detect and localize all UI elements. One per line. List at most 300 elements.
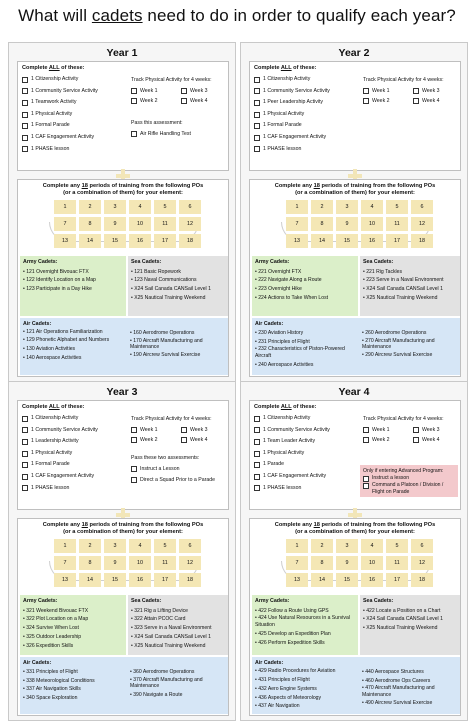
assessment-heading: Pass this assessment: <box>131 120 183 126</box>
requirement-item[interactable] <box>254 471 330 483</box>
advanced-item[interactable] <box>363 475 455 482</box>
requirement-item[interactable] <box>254 109 330 121</box>
checkbox-label: Instruct a lesson <box>372 475 410 481</box>
period-cell[interactable]: 9 <box>336 556 358 570</box>
track-activity-label: Track Physical Activity for 4 weeks: <box>363 77 444 83</box>
year-panel-3 <box>8 381 236 721</box>
requirement-item[interactable] <box>22 97 98 109</box>
checkbox-label: Week 2 <box>140 97 158 104</box>
requirements-heading: Complete ALL of these: <box>22 65 85 71</box>
checkbox[interactable] <box>181 98 187 104</box>
army-po-item: • 424 Use Natural Resources in a Survival Situation <box>255 615 350 628</box>
requirement-item[interactable] <box>22 74 98 86</box>
checkbox[interactable] <box>22 416 28 422</box>
checkbox-label: Week 3 <box>190 426 208 433</box>
requirement-item[interactable] <box>254 459 330 471</box>
sea-po-item: • X24 Sail Canada CANSail Level 1 <box>131 286 211 293</box>
requirement-item[interactable] <box>22 483 98 495</box>
period-cell[interactable]: 13 <box>54 234 76 248</box>
army-po-item: • 223 Overnight Hike <box>255 286 302 293</box>
checkbox[interactable] <box>254 112 260 118</box>
period-cell[interactable]: 17 <box>386 234 408 248</box>
period-cell[interactable]: 7 <box>54 556 76 570</box>
period-cell[interactable]: 7 <box>54 217 76 231</box>
checkbox-label: Week 3 <box>422 87 440 94</box>
checkbox-label: Week 3 <box>190 87 208 94</box>
checkbox[interactable] <box>363 88 369 94</box>
checkbox[interactable] <box>254 135 260 141</box>
checkbox[interactable] <box>131 88 137 94</box>
period-cell[interactable]: 13 <box>286 573 308 587</box>
sea-po-item: • X24 Sail Canada CANSail Level 1 <box>363 616 443 623</box>
checkbox-label: 1 CAF Engagement Activity <box>263 472 327 479</box>
checkbox-label: 1 Citizenship Activity <box>31 415 79 421</box>
period-cell[interactable]: 3 <box>336 539 358 553</box>
checkbox[interactable] <box>22 439 28 445</box>
checkbox[interactable] <box>363 427 369 433</box>
po-instructions: Complete any 18 periods of training from the following POs (or a combination of them) for your element: <box>42 183 204 196</box>
checkbox-label: 1 CAF Engagement Activity <box>31 133 95 140</box>
period-cell[interactable]: 15 <box>336 573 358 587</box>
sea-heading: Sea Cadets: <box>131 259 162 265</box>
po-instructions: Complete any 18 periods of training from the following POs (or a combination of them) for your element: <box>42 522 204 535</box>
requirement-item[interactable] <box>254 74 330 86</box>
air-po-item: • 340 Space Exploration <box>23 695 78 702</box>
period-cell[interactable]: 17 <box>154 573 176 587</box>
sea-po-item: • 422 Locate a Position on a Chart <box>363 607 441 614</box>
sea-cadets-section <box>360 595 460 655</box>
checkbox[interactable] <box>254 485 260 491</box>
air-po-item: • 160 Aerodrome Operations <box>130 330 195 336</box>
sea-heading: Sea Cadets: <box>131 598 162 604</box>
checkbox[interactable] <box>254 146 260 152</box>
checkbox[interactable] <box>254 77 260 83</box>
sea-po-item: • X24 Sail Canada CANSail Level 1 <box>363 286 443 293</box>
checkbox[interactable] <box>131 477 137 483</box>
year-heading: Year 4 <box>338 386 370 398</box>
checkbox[interactable] <box>254 439 260 445</box>
period-cell[interactable]: 5 <box>154 200 176 214</box>
period-cell[interactable]: 1 <box>54 539 76 553</box>
air-cadets-section <box>252 318 460 375</box>
track-activity-label: Track Physical Activity for 4 weeks: <box>363 416 444 422</box>
checkbox-label: Week 1 <box>372 426 390 433</box>
air-cadets-section <box>252 657 460 714</box>
period-cell[interactable]: 4 <box>361 539 383 553</box>
checkbox[interactable] <box>181 427 187 433</box>
air-heading: Air Cadets: <box>23 660 52 666</box>
po-selection-box <box>249 179 461 377</box>
requirement-item[interactable] <box>22 448 98 460</box>
checkbox-label: 1 Teamwork Activity <box>31 99 77 106</box>
assessment-item[interactable] <box>131 475 215 486</box>
period-cell[interactable]: 10 <box>129 556 151 570</box>
sea-po-item: • X25 Nautical Training Weekend <box>363 294 438 301</box>
period-cell[interactable]: 11 <box>386 556 408 570</box>
period-cell[interactable]: 6 <box>179 200 201 214</box>
army-po-item: • 121 Overnight Bivouac FTX <box>23 268 89 275</box>
week-item[interactable] <box>363 435 413 444</box>
army-po-item: • 221 Overnight FTX <box>255 268 302 275</box>
checkbox[interactable] <box>254 123 260 129</box>
army-po-item: • 422 Follow a Route Using GPS <box>255 607 329 614</box>
requirement-item[interactable] <box>254 425 330 437</box>
checkbox-label: 1 Physical Activity <box>263 449 305 456</box>
checkbox-label: 1 Leadership Activity <box>31 438 79 445</box>
period-cell[interactable]: 10 <box>129 217 151 231</box>
week-item[interactable] <box>131 96 181 105</box>
period-cell[interactable]: 8 <box>79 217 101 231</box>
air-po-item: • 129 Phonetic Alphabet and Numbers <box>23 337 110 344</box>
requirement-item[interactable] <box>254 436 330 448</box>
checkbox-label: 1 Community Service Activity <box>31 87 98 94</box>
training-periods-grid <box>54 539 201 587</box>
requirement-item[interactable] <box>254 144 330 156</box>
air-cadets-section <box>20 318 228 375</box>
air-po-item: • 437 Air Navigation <box>255 703 300 710</box>
air-po-item: • 290 Aircrew Survival Exercise <box>362 352 433 359</box>
checkbox-label: Week 2 <box>372 436 390 443</box>
checkbox-label: 1 Team Leader Activity <box>263 438 316 445</box>
po-instructions: Complete any 18 periods of training from the following POs (or a combination of them) for your element: <box>274 522 436 535</box>
army-cadets-section <box>252 256 358 316</box>
requirement-item[interactable] <box>22 109 98 121</box>
checkbox-label: 1 Citizenship Activity <box>263 76 311 82</box>
army-po-item: • 325 Outdoor Leadership <box>23 633 82 640</box>
assessment-item[interactable] <box>131 129 191 140</box>
checkbox-label: Week 1 <box>140 426 158 433</box>
advanced-program-box <box>360 465 458 497</box>
checkbox-label: 1 Formal Parade <box>31 461 70 468</box>
requirements-box <box>17 61 229 171</box>
period-cell[interactable]: 10 <box>361 217 383 231</box>
period-cell[interactable]: 8 <box>311 217 333 231</box>
week-item[interactable] <box>363 425 413 434</box>
air-po-item: • 270 Aircraft Manufacturing and Maintenance <box>362 337 435 350</box>
checkbox[interactable] <box>254 100 260 106</box>
period-cell[interactable]: 16 <box>129 234 151 248</box>
week-item[interactable] <box>413 435 453 444</box>
period-cell[interactable]: 12 <box>179 556 201 570</box>
checkbox[interactable] <box>22 462 28 468</box>
checkbox[interactable] <box>22 135 28 141</box>
checkbox-label: 1 Peer Leadership Activity <box>263 99 323 106</box>
checkbox[interactable] <box>363 98 369 104</box>
requirement-item[interactable] <box>254 86 330 98</box>
checkbox[interactable] <box>22 100 28 106</box>
checkbox-label: 1 Citizenship Activity <box>31 76 79 82</box>
page-title: What will cadets need to do in order to qualify each year? <box>18 6 456 25</box>
period-cell[interactable]: 11 <box>386 217 408 231</box>
requirement-item[interactable] <box>22 413 98 425</box>
period-cell[interactable]: 16 <box>361 573 383 587</box>
period-cell[interactable]: 17 <box>386 573 408 587</box>
training-periods-grid <box>54 200 201 248</box>
period-cell[interactable]: 13 <box>54 573 76 587</box>
requirement-item[interactable] <box>22 132 98 144</box>
army-heading: Army Cadets: <box>255 598 290 604</box>
sea-heading: Sea Cadets: <box>363 598 394 604</box>
air-cadets-section <box>20 657 228 714</box>
period-cell[interactable]: 14 <box>311 573 333 587</box>
checkbox[interactable] <box>131 466 137 472</box>
period-cell[interactable]: 9 <box>104 217 126 231</box>
requirements-heading: Complete ALL of these: <box>254 404 317 410</box>
checkbox[interactable] <box>254 416 260 422</box>
checkbox[interactable] <box>254 88 260 94</box>
requirements-box <box>17 400 229 510</box>
air-po-item: • 231 Principles of Flight <box>255 338 310 345</box>
checkbox-label: Air Rifle Handling Test <box>140 131 191 137</box>
checkbox-label: Week 4 <box>190 97 208 104</box>
checkbox[interactable] <box>131 98 137 104</box>
requirement-item[interactable] <box>22 425 98 437</box>
checkbox-label: Week 4 <box>422 436 440 443</box>
checkbox[interactable] <box>363 483 369 489</box>
period-cell[interactable]: 5 <box>386 539 408 553</box>
requirements-list <box>22 74 98 155</box>
track-activity-label: Track Physical Activity for 4 weeks: <box>131 416 212 422</box>
air-po-item: • 460 Aerodrome Ops Careers <box>362 677 431 684</box>
period-cell[interactable]: 15 <box>336 234 358 248</box>
air-po-item: • 331 Principles of Flight <box>23 669 78 675</box>
year-heading: Year 2 <box>338 47 370 59</box>
sea-po-item: • 322 Attain PCOC Card <box>131 616 186 623</box>
assessment-item[interactable] <box>131 464 215 475</box>
week-item[interactable] <box>181 425 221 434</box>
army-po-item: • 224 Actions to Take When Lost <box>255 294 329 301</box>
checkbox[interactable] <box>22 146 28 152</box>
period-cell[interactable]: 16 <box>129 573 151 587</box>
checkbox[interactable] <box>254 462 260 468</box>
air-po-item: • 429 Radio Procedures for Aviation <box>255 668 336 674</box>
training-periods-grid <box>286 539 433 587</box>
week-item[interactable] <box>363 96 413 105</box>
year-heading: Year 1 <box>106 47 138 59</box>
air-po-item: • 370 Aircraft Manufacturing and Maintenance <box>130 676 203 689</box>
checkbox-label: Week 3 <box>422 426 440 433</box>
air-po-item: • 440 Aerospace Structures <box>362 669 424 675</box>
air-po-item: • 190 Aircrew Survival Exercise <box>130 352 201 359</box>
week-item[interactable] <box>181 86 221 95</box>
period-cell[interactable]: 12 <box>179 217 201 231</box>
requirement-item[interactable] <box>254 483 330 495</box>
week-item[interactable] <box>363 86 413 95</box>
requirements-box <box>249 61 461 171</box>
period-cell[interactable]: 4 <box>361 200 383 214</box>
checkbox[interactable] <box>413 88 419 94</box>
sea-po-item: • X25 Nautical Training Weekend <box>131 294 206 301</box>
week-item[interactable] <box>181 435 221 444</box>
period-cell[interactable]: 10 <box>361 556 383 570</box>
checkbox[interactable] <box>22 485 28 491</box>
period-cell[interactable]: 12 <box>411 556 433 570</box>
period-cell[interactable]: 9 <box>104 556 126 570</box>
checkbox-label: 1 CAF Engagement Activity <box>263 133 327 140</box>
checkbox[interactable] <box>254 451 260 457</box>
period-cell[interactable]: 18 <box>179 573 201 587</box>
army-po-item: • 122 Identify Location on a Map <box>23 277 96 284</box>
period-cell[interactable]: 6 <box>411 200 433 214</box>
requirement-item[interactable] <box>254 97 330 109</box>
sea-po-item: • 321 Rig a Lifting Device <box>131 607 188 614</box>
assessment-list <box>131 129 191 140</box>
requirements-heading: Complete ALL of these: <box>22 404 85 410</box>
checkbox[interactable] <box>254 427 260 433</box>
advanced-program-heading: Only if entering Advanced Program: <box>363 468 444 474</box>
checkbox[interactable] <box>181 437 187 443</box>
checkbox[interactable] <box>131 427 137 433</box>
weeks-checklist <box>131 86 221 105</box>
requirement-item[interactable] <box>22 471 98 483</box>
requirement-item[interactable] <box>254 120 330 132</box>
period-cell[interactable]: 18 <box>179 234 201 248</box>
period-cell[interactable]: 16 <box>361 234 383 248</box>
checkbox-label: Week 2 <box>140 436 158 443</box>
period-cell[interactable]: 14 <box>79 573 101 587</box>
checkbox[interactable] <box>22 77 28 83</box>
checkbox-label: Command a Platoon / Division / Flight on Parade <box>372 482 444 495</box>
checkbox[interactable] <box>181 88 187 94</box>
checkbox-label: 1 Citizenship Activity <box>263 415 311 421</box>
requirement-item[interactable] <box>254 448 330 460</box>
requirement-item[interactable] <box>254 413 330 425</box>
week-item[interactable] <box>131 425 181 434</box>
air-po-item: • 431 Principles of Flight <box>255 677 310 684</box>
sea-cadets-section <box>360 256 460 316</box>
checkbox-label: 1 Physical Activity <box>263 110 305 117</box>
period-cell[interactable]: 15 <box>104 573 126 587</box>
checkbox[interactable] <box>413 437 419 443</box>
period-cell[interactable]: 5 <box>154 539 176 553</box>
assessment-list <box>131 464 215 485</box>
checkbox-label: Week 1 <box>372 87 390 94</box>
requirements-list <box>254 74 330 155</box>
period-cell[interactable]: 9 <box>336 217 358 231</box>
checkbox[interactable] <box>363 437 369 443</box>
period-cell[interactable]: 4 <box>129 539 151 553</box>
training-periods-grid <box>286 200 433 248</box>
period-cell[interactable]: 2 <box>79 200 101 214</box>
period-cell[interactable]: 2 <box>79 539 101 553</box>
period-cell[interactable]: 7 <box>286 556 308 570</box>
requirement-item[interactable] <box>22 120 98 132</box>
checkbox[interactable] <box>413 427 419 433</box>
checkbox-label: 1 CAF Engagement Activity <box>31 472 95 479</box>
period-cell[interactable]: 2 <box>311 200 333 214</box>
period-cell[interactable]: 17 <box>154 234 176 248</box>
checkbox[interactable] <box>22 123 28 129</box>
week-item[interactable] <box>413 96 453 105</box>
period-cell[interactable]: 14 <box>311 234 333 248</box>
sea-po-item: • 123 Naval Communications <box>131 277 197 284</box>
week-item[interactable] <box>181 96 221 105</box>
period-cell[interactable]: 8 <box>79 556 101 570</box>
checkbox-label: Direct a Squad Prior to a Parade <box>140 476 215 483</box>
army-po-item: • 324 Survive When Lost <box>23 625 79 632</box>
army-heading: Army Cadets: <box>23 598 58 604</box>
army-heading: Army Cadets: <box>23 259 58 265</box>
week-item[interactable] <box>413 86 453 95</box>
checkbox[interactable] <box>413 98 419 104</box>
checkbox[interactable] <box>131 437 137 443</box>
week-item[interactable] <box>413 425 453 434</box>
year-heading: Year 3 <box>106 386 138 398</box>
air-heading: Air Cadets: <box>255 660 284 666</box>
period-cell[interactable]: 3 <box>336 200 358 214</box>
requirement-item[interactable] <box>22 86 98 98</box>
period-cell[interactable]: 18 <box>411 573 433 587</box>
period-cell[interactable]: 13 <box>286 234 308 248</box>
advanced-item[interactable] <box>363 482 455 495</box>
checkbox[interactable] <box>22 88 28 94</box>
sea-po-item: • 223 Serve in a Naval Environment <box>363 277 444 284</box>
army-po-item: • 321 Weekend Bivouac FTX <box>23 607 89 614</box>
checkbox-label: 1 Physical Activity <box>31 110 73 117</box>
period-cell[interactable]: 14 <box>79 234 101 248</box>
requirement-item[interactable] <box>22 459 98 471</box>
period-cell[interactable]: 18 <box>411 234 433 248</box>
requirements-heading: Complete ALL of these: <box>254 65 317 71</box>
sea-po-item: • X25 Nautical Training Weekend <box>363 625 438 632</box>
requirement-item[interactable] <box>22 144 98 156</box>
checkbox[interactable] <box>22 427 28 433</box>
period-cell[interactable]: 11 <box>154 556 176 570</box>
week-item[interactable] <box>131 435 181 444</box>
checkbox[interactable] <box>22 474 28 480</box>
requirement-item[interactable] <box>254 132 330 144</box>
period-cell[interactable]: 7 <box>286 217 308 231</box>
army-po-item: • 425 Develop an Expedition Plan <box>255 630 331 637</box>
period-cell[interactable]: 1 <box>286 200 308 214</box>
air-heading: Air Cadets: <box>23 321 52 327</box>
period-cell[interactable]: 12 <box>411 217 433 231</box>
checkbox-label: Week 1 <box>140 87 158 94</box>
requirement-item[interactable] <box>22 436 98 448</box>
checkbox[interactable] <box>22 451 28 457</box>
period-cell[interactable]: 6 <box>411 539 433 553</box>
checkbox[interactable] <box>254 474 260 480</box>
year-panel-4 <box>240 381 468 721</box>
checkbox-label: 1 PHASE lesson <box>263 484 302 491</box>
checkbox-label: Week 4 <box>422 97 440 104</box>
week-item[interactable] <box>131 86 181 95</box>
weeks-checklist <box>363 86 453 105</box>
checkbox-label: 1 Community Service Activity <box>263 87 330 94</box>
period-cell[interactable]: 11 <box>154 217 176 231</box>
air-po-item: • 338 Meteorological Conditions <box>23 677 95 684</box>
period-cell[interactable]: 15 <box>104 234 126 248</box>
period-cell[interactable]: 1 <box>54 200 76 214</box>
year-panel-2 <box>240 42 468 382</box>
period-cell[interactable]: 2 <box>311 539 333 553</box>
checkbox[interactable] <box>131 131 137 137</box>
period-cell[interactable]: 3 <box>104 539 126 553</box>
checkbox[interactable] <box>22 112 28 118</box>
air-po-item: • 230 Aviation History <box>255 330 304 336</box>
period-cell[interactable]: 4 <box>129 200 151 214</box>
period-cell[interactable]: 6 <box>179 539 201 553</box>
period-cell[interactable]: 3 <box>104 200 126 214</box>
period-cell[interactable]: 8 <box>311 556 333 570</box>
period-cell[interactable]: 1 <box>286 539 308 553</box>
period-cell[interactable]: 5 <box>386 200 408 214</box>
checkbox-label: 1 Formal Parade <box>31 122 70 129</box>
sea-heading: Sea Cadets: <box>363 259 394 265</box>
sea-po-item: • 323 Serve in a Naval Environment <box>131 625 212 632</box>
checkbox[interactable] <box>363 476 369 482</box>
sea-po-item: • 121 Basic Ropework <box>131 268 181 275</box>
